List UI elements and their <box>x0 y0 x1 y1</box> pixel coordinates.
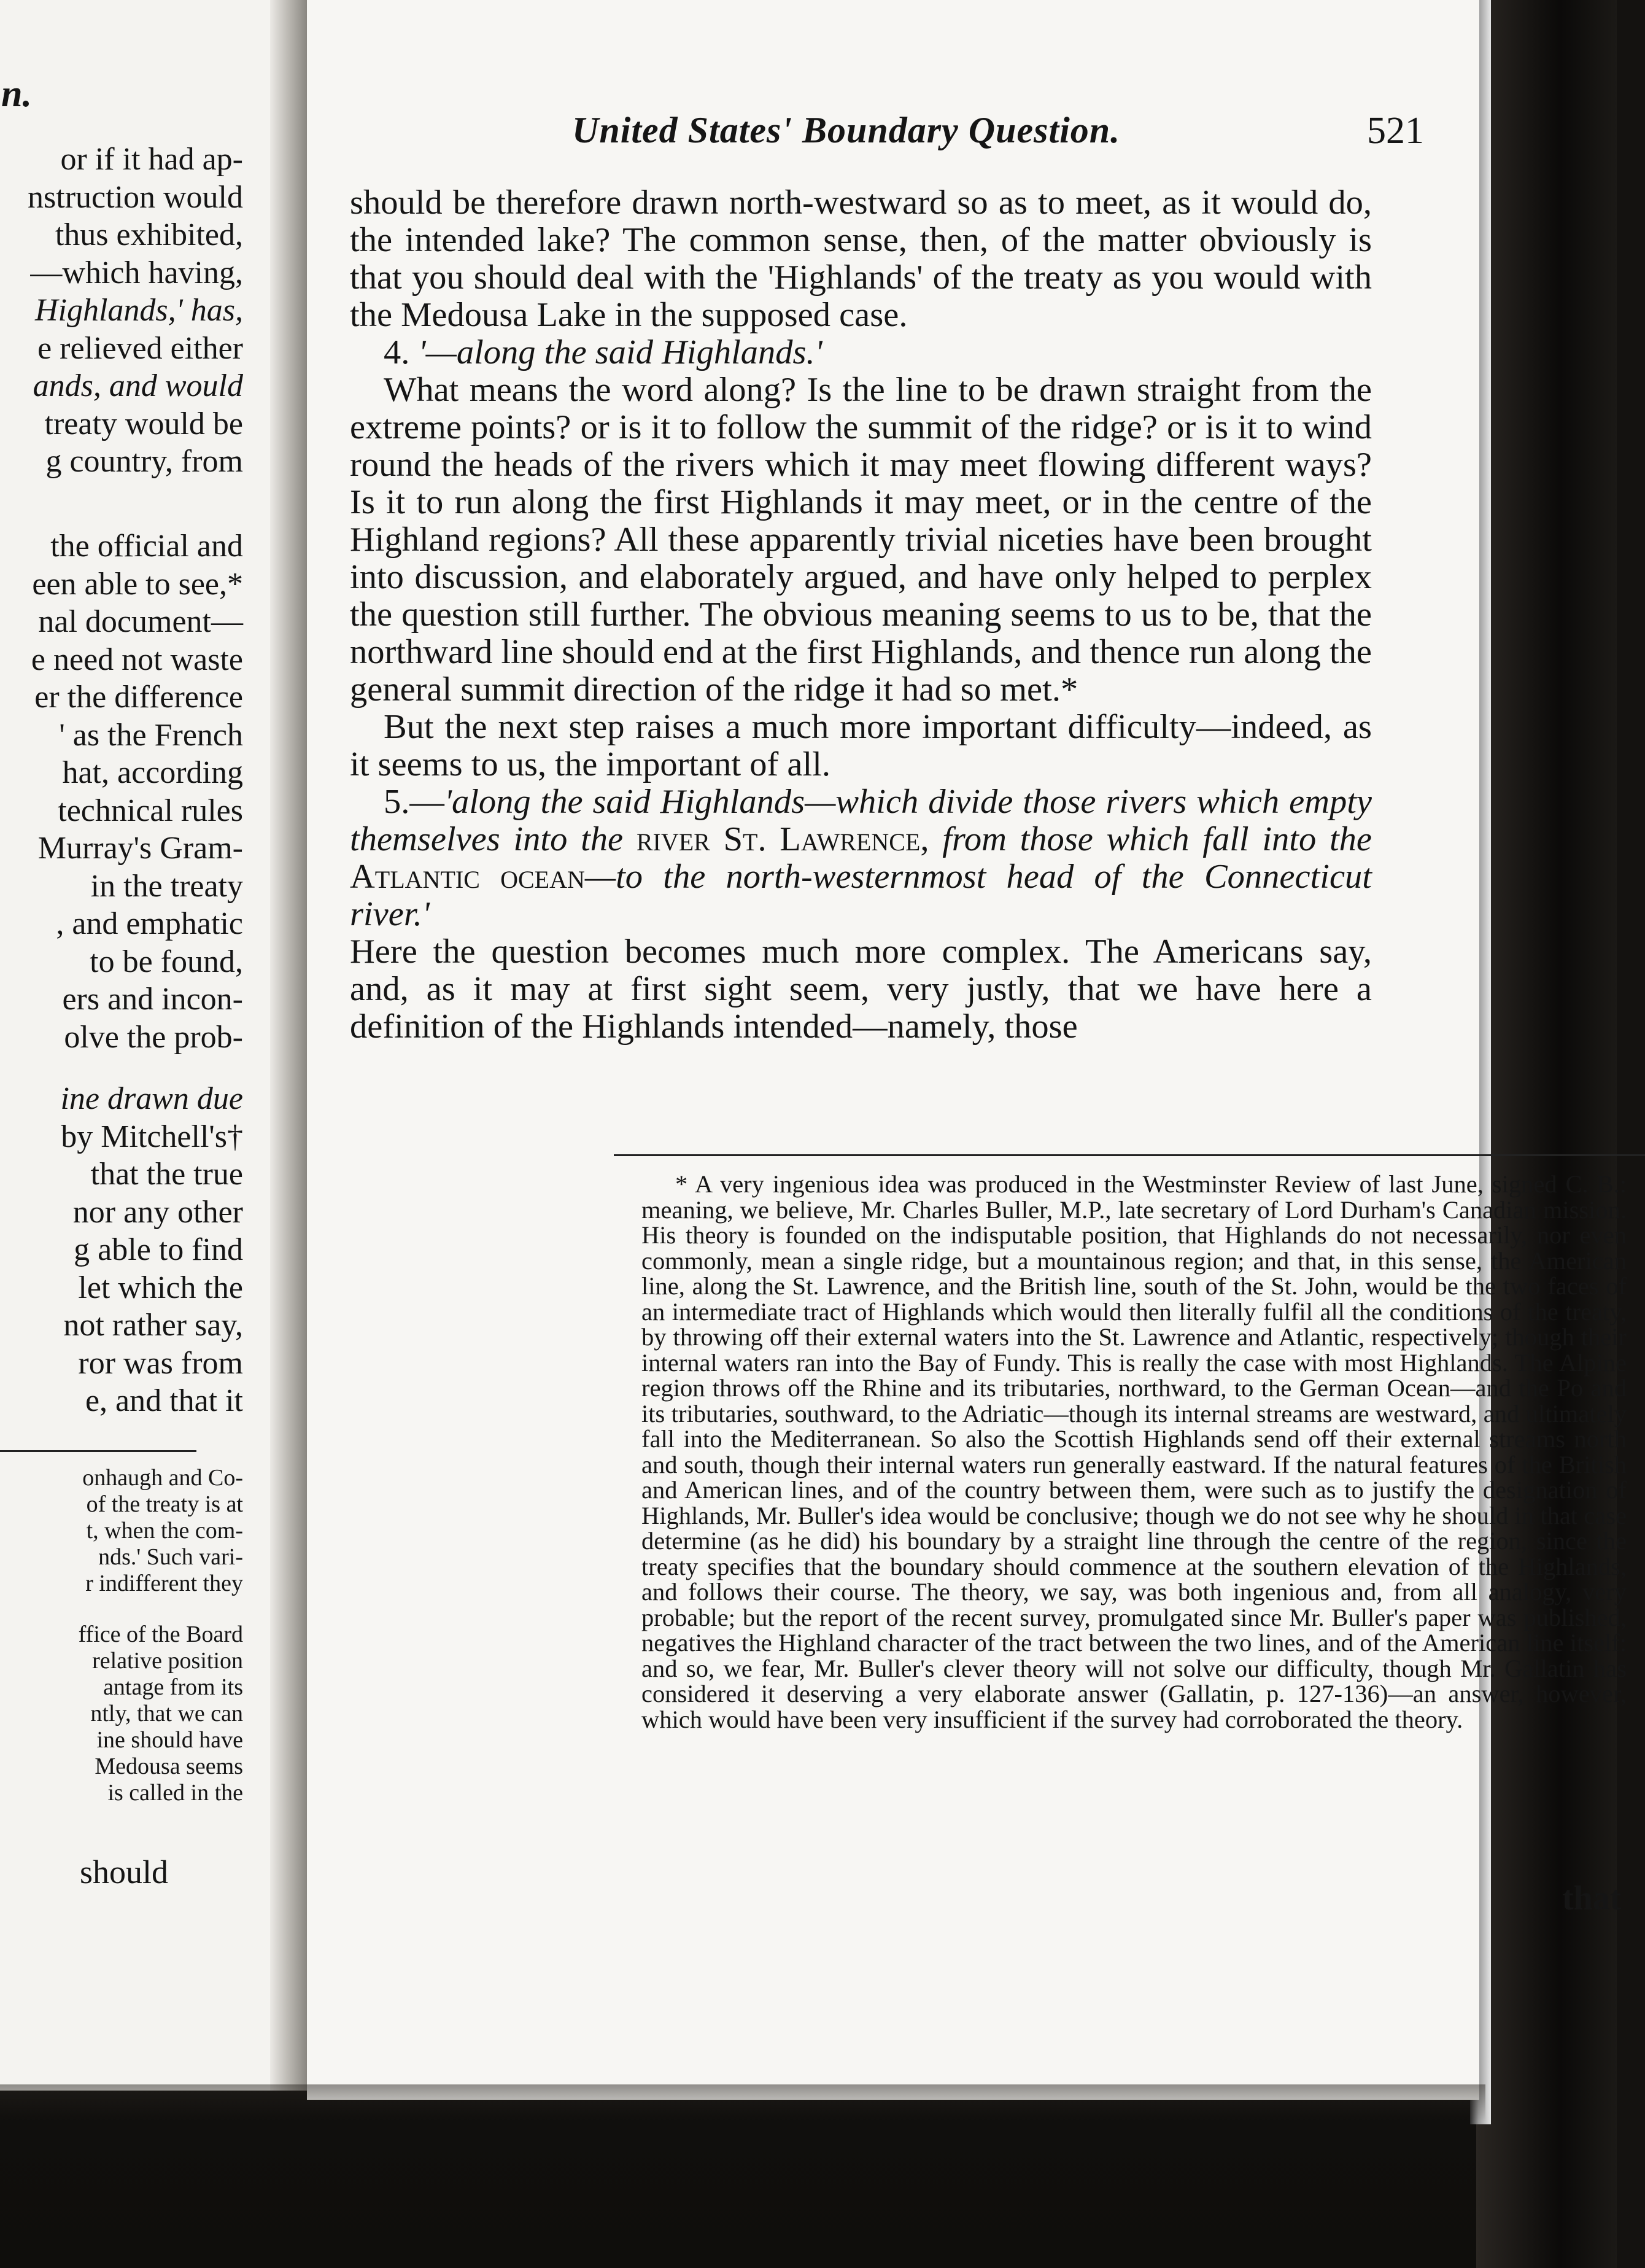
left-footnote-line: r indifferent they <box>85 1571 243 1596</box>
left-footnote-rule <box>0 1450 196 1452</box>
paragraph-3: But the next step raises a much more important difficulty—indeed, as it seems to us, the important of all. <box>350 708 1372 783</box>
catchword: that <box>1562 1879 1622 1917</box>
left-text-line: Murray's Gram- <box>37 831 243 866</box>
left-catchword: should <box>80 1854 169 1890</box>
left-text-line: ror was from <box>78 1345 243 1381</box>
left-footnote-line: Medousa seems <box>95 1753 243 1779</box>
footnotes <box>641 1171 1627 1732</box>
left-text-line: that the true <box>90 1157 243 1192</box>
left-text-line: er the difference <box>34 680 243 715</box>
section-number: 5.— <box>384 783 444 821</box>
left-page-text <box>0 0 270 2091</box>
page-number: 521 <box>1367 110 1424 152</box>
left-text-line: by Mitchell's† <box>61 1119 243 1154</box>
left-text-line: Highlands,' has, <box>34 293 243 328</box>
left-text-line: let which the <box>78 1270 243 1305</box>
left-text-line: g country, from <box>45 444 243 479</box>
section-quote: '—along the said Highlands.' <box>418 333 822 371</box>
left-running-head-fragment: n. <box>1 73 32 115</box>
left-text-line: nal document— <box>38 604 243 639</box>
left-text-line: ands, and would <box>33 368 243 403</box>
left-text-line: e need not waste <box>31 642 243 677</box>
left-footnote-line: of the treaty is at <box>86 1491 243 1517</box>
running-title: United States' Boundary Question. <box>572 110 1121 150</box>
left-text-line: ' as the French <box>59 717 243 753</box>
left-footnote-line: ntly, that we can <box>90 1701 243 1726</box>
left-text-line: olve the prob- <box>64 1019 243 1055</box>
left-text-line: hat, according <box>62 755 243 790</box>
quote-river: river St. Lawrence, <box>636 820 929 858</box>
left-text-line: thus exhibited, <box>55 217 243 252</box>
paragraph-2: What means the word along? Is the line to be drawn straight from the extreme points? or is it to follow the summit of the ridge? or is it to wind round the heads of the rivers which it may meet flowing different ways? Is it to run along the first Highlands it may meet, or in the centre of the Highland regions? All these apparently trivial niceties have been brought into discussion, and elaborately argued, and have only helped to perplex the question still further. The obvious meaning seems to us to be, that the northward line should end at the first Highlands, and thence run along the general summit direction of the ridge it had so met.* <box>350 371 1372 709</box>
left-text-line: nor any other <box>72 1194 243 1230</box>
left-text-line: ers and incon- <box>62 982 243 1017</box>
left-text-line: een able to see,* <box>32 566 243 602</box>
left-footnote-line: ine should have <box>96 1727 243 1753</box>
section-heading-5 <box>350 783 1372 933</box>
left-text-line: nstruction would <box>28 179 243 215</box>
main-text <box>350 184 1372 1046</box>
running-head <box>307 109 1479 158</box>
left-text-line: —which having, <box>30 255 243 290</box>
left-footnote-line: is called in the <box>107 1780 243 1806</box>
left-page <box>0 0 270 2091</box>
left-footnote-line: onhaugh and Co- <box>82 1465 243 1491</box>
left-text-line: , and emphatic <box>56 906 243 941</box>
left-text-line: not rather say, <box>63 1308 243 1343</box>
page-bottom-shadow <box>0 2084 1485 2121</box>
left-footnote-line: antage from its <box>103 1674 243 1700</box>
left-footnote-line: t, when the com- <box>86 1518 243 1544</box>
quote-ocean: Atlantic ocean <box>350 858 585 896</box>
left-text-line: e relieved either <box>37 330 243 366</box>
paragraph-1: should be therefore drawn north-westward so as to meet, as it would do, the intended lake? The common sense, then, of the matter obviously is that you should deal with the 'Highlands' of the treaty as you would with the Medousa Lake in the supposed case. <box>350 184 1372 334</box>
left-text-line: e, and that it <box>85 1383 243 1418</box>
footnote-rule <box>614 1154 1645 1156</box>
left-text-line: or if it had ap- <box>60 142 243 177</box>
scanner-edge <box>1476 0 1617 2268</box>
left-footnote-line: ffice of the Board <box>78 1621 243 1647</box>
left-text-line: the official and <box>50 529 243 564</box>
left-text-line: technical rules <box>58 793 243 828</box>
right-page <box>307 0 1627 2100</box>
section-heading-4 <box>350 334 1372 371</box>
quote-part: —to the north-westernmost head of the Connecticut river.' <box>350 858 1372 933</box>
left-footnote-line: relative position <box>92 1648 243 1674</box>
left-footnote-line: nds.' Such vari- <box>98 1544 243 1570</box>
left-text-line: in the treaty <box>90 868 243 904</box>
footnote-star: * A very ingenious idea was produced in the Westminster Review of last June, signed C. B.: meaning, we believe, Mr. Charles Buller, M.P., late secretary of Lord Durham's Canadian mission. His theory is founded on the indisputable position, that Highlands do not necessarily, nor even commonly, mean a single ridge, but a mountainous region; and that, in this sense, the American line, along the St. Lawrence, and the British line, south of the St. John, would be the two faces of an intermediate tract of Highlands which would then literally fulfil all the conditions of the treaty, by throwing off their external waters into the St. Lawrence and Atlantic, respectively; though their internal waters ran into the Bay of Fundy. This is really the case with most Highlands. The Alpine region throws off the Rhine and its tributaries, northward, to the German Ocean—and the Po and its tributaries, southward, to the Adriatic—though its internal streams are westward, and ultimately fall into the Mediterranean. So also the Scottish Highlands send off their external streams north and south, though their internal waters run generally eastward. If the natural features of the British and American lines, and of the country between them, were such as to justify the designation of Highlands, Mr. Buller's idea would be conclusive; though we do not see why he should in that case determine (as he did) his boundary by a straight line through the centre of the region, since the treaty specifies that the boundary should commence at the southern elevation of the Highlands, and follows their course. The theory, we say, was both ingenious and, from all analogy, very probable; but the report of the recent survey, promulgated since Mr. Buller's paper was published, negatives the Highland character of the tract between the two lines, and of the American line itself: and so, we fear, Mr. Buller's clever theory will not solve our difficulty, though Mr. Gallatin has considered it deserving a very elaborate answer (Gallatin, p. 127-136)—an answer, however, which would have been very insufficient if the survey had corroborated the theory. <box>641 1170 1627 1733</box>
section-number: 4. <box>384 333 410 371</box>
left-text-line: treaty would be <box>44 406 243 441</box>
paragraph-4: Here the question becomes much more complex. The Americans say, and, as it may at first sight seem, very justly, that we have here a definition of the Highlands intended—namely, those <box>350 933 1372 1046</box>
quote-part: 'along the said Highlands—which divide those rivers which empty themselves into the <box>350 783 1372 858</box>
left-text-line: ine drawn due <box>60 1081 243 1116</box>
left-text-line: to be found, <box>90 944 243 979</box>
left-text-line: g able to find <box>74 1232 243 1267</box>
quote-part: from those which fall into the <box>942 820 1372 858</box>
